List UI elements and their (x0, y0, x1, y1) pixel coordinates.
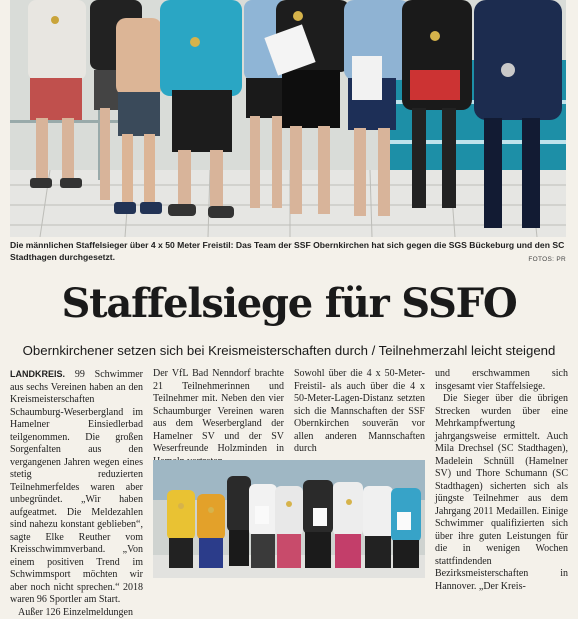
article-text-col4: Die Sieger über die übrigen Strecken wurden über eine Mehrkampfwertung jahrgangsweise ermittelt. Auch Mila Drechsel (SC Stadthagen), Madelein Schnüll (Hamelner SV) und Thore Schumann (SC Stadthagen) sicherten sich als jüngste Teilnehmer aus dem Jahrgang 2011 Medaillen. Einige Schwimmer qualifizierten sich über ihre guten Leistungen für die in wenigen Wochen stattfindenden Bezirksmeisterschaften in Hannover. „Der Kreis- (435, 393, 568, 593)
girls-team-photo (153, 460, 425, 578)
subheadline: Obernkirchener setzen sich bei Kreismeisterschaften durch / Teilnehmerzahl leicht steigend (0, 343, 578, 358)
photo-caption: Die männlichen Staffelsieger über 4 x 50 Meter Freistil: Das Team der SSF Obernkirchen hat sich gegen die SGS Bückeburg und den SC Stadthagen durchgesetzt. (10, 239, 566, 263)
top-photo (10, 0, 566, 237)
article-text-col4-top: und erschwammen sich insgesamt vier Staffelsiege. (435, 368, 568, 393)
article-text-col2-lead: Der VfL Bad Nenndorf brachte (153, 368, 284, 379)
photo-credit: FOTOS: PR (528, 256, 566, 263)
article-text-col1: 99 Schwimmer aus sechs Vereinen haben an den Kreismeisterschaften Schaumburg-Weserbergland im Hamelner Einsiedlerbad teilgenommen. Die großen Sorgenfalten aus den vergangenen Jahren wegen eines stetig reduzierten Teilnehmerfeldes waren aber unbegründet. „Wir haben aufgeatmet. Die Meldezahlen sind nahezu konstant geblieben“, sagte Elke Reuther vom Kreisschwimmverband. „Von einem positiven Trend im Schwimmsport möchten wir aber noch nicht sprechen.“ 2018 waren 96 Sportler am Start. (10, 369, 143, 605)
article-text-col3: Sowohl über die 4 x 50-Meter-Freistil- als auch über die 4 x 50-Meter-Lagen-Distanz setzten sich die Mannschaften der SSF Obernkirchen souverän vor allen anderen Mannschaften durch (294, 368, 425, 456)
article-text-col1-tail: Außer 126 Einzelmeldungen (10, 607, 143, 619)
article-column-1 (10, 368, 143, 619)
headline: Staffelsiege für SSFO (0, 280, 578, 327)
team-photo-image (10, 0, 566, 237)
dateline: LANDKREIS. (10, 369, 65, 379)
article-column-4 (435, 368, 568, 593)
article-text-col2: 21 Teilnehmerinnen und Teilnehmer mit. Neben den vier Schaumburger Vereinen waren aus dem Weserbergland der Hamelner SV und der SV Weserfreunde Holzminden in (153, 381, 284, 467)
girls-photo-image (153, 460, 425, 578)
article-column-2 (153, 368, 284, 468)
article-column-3 (294, 368, 425, 456)
